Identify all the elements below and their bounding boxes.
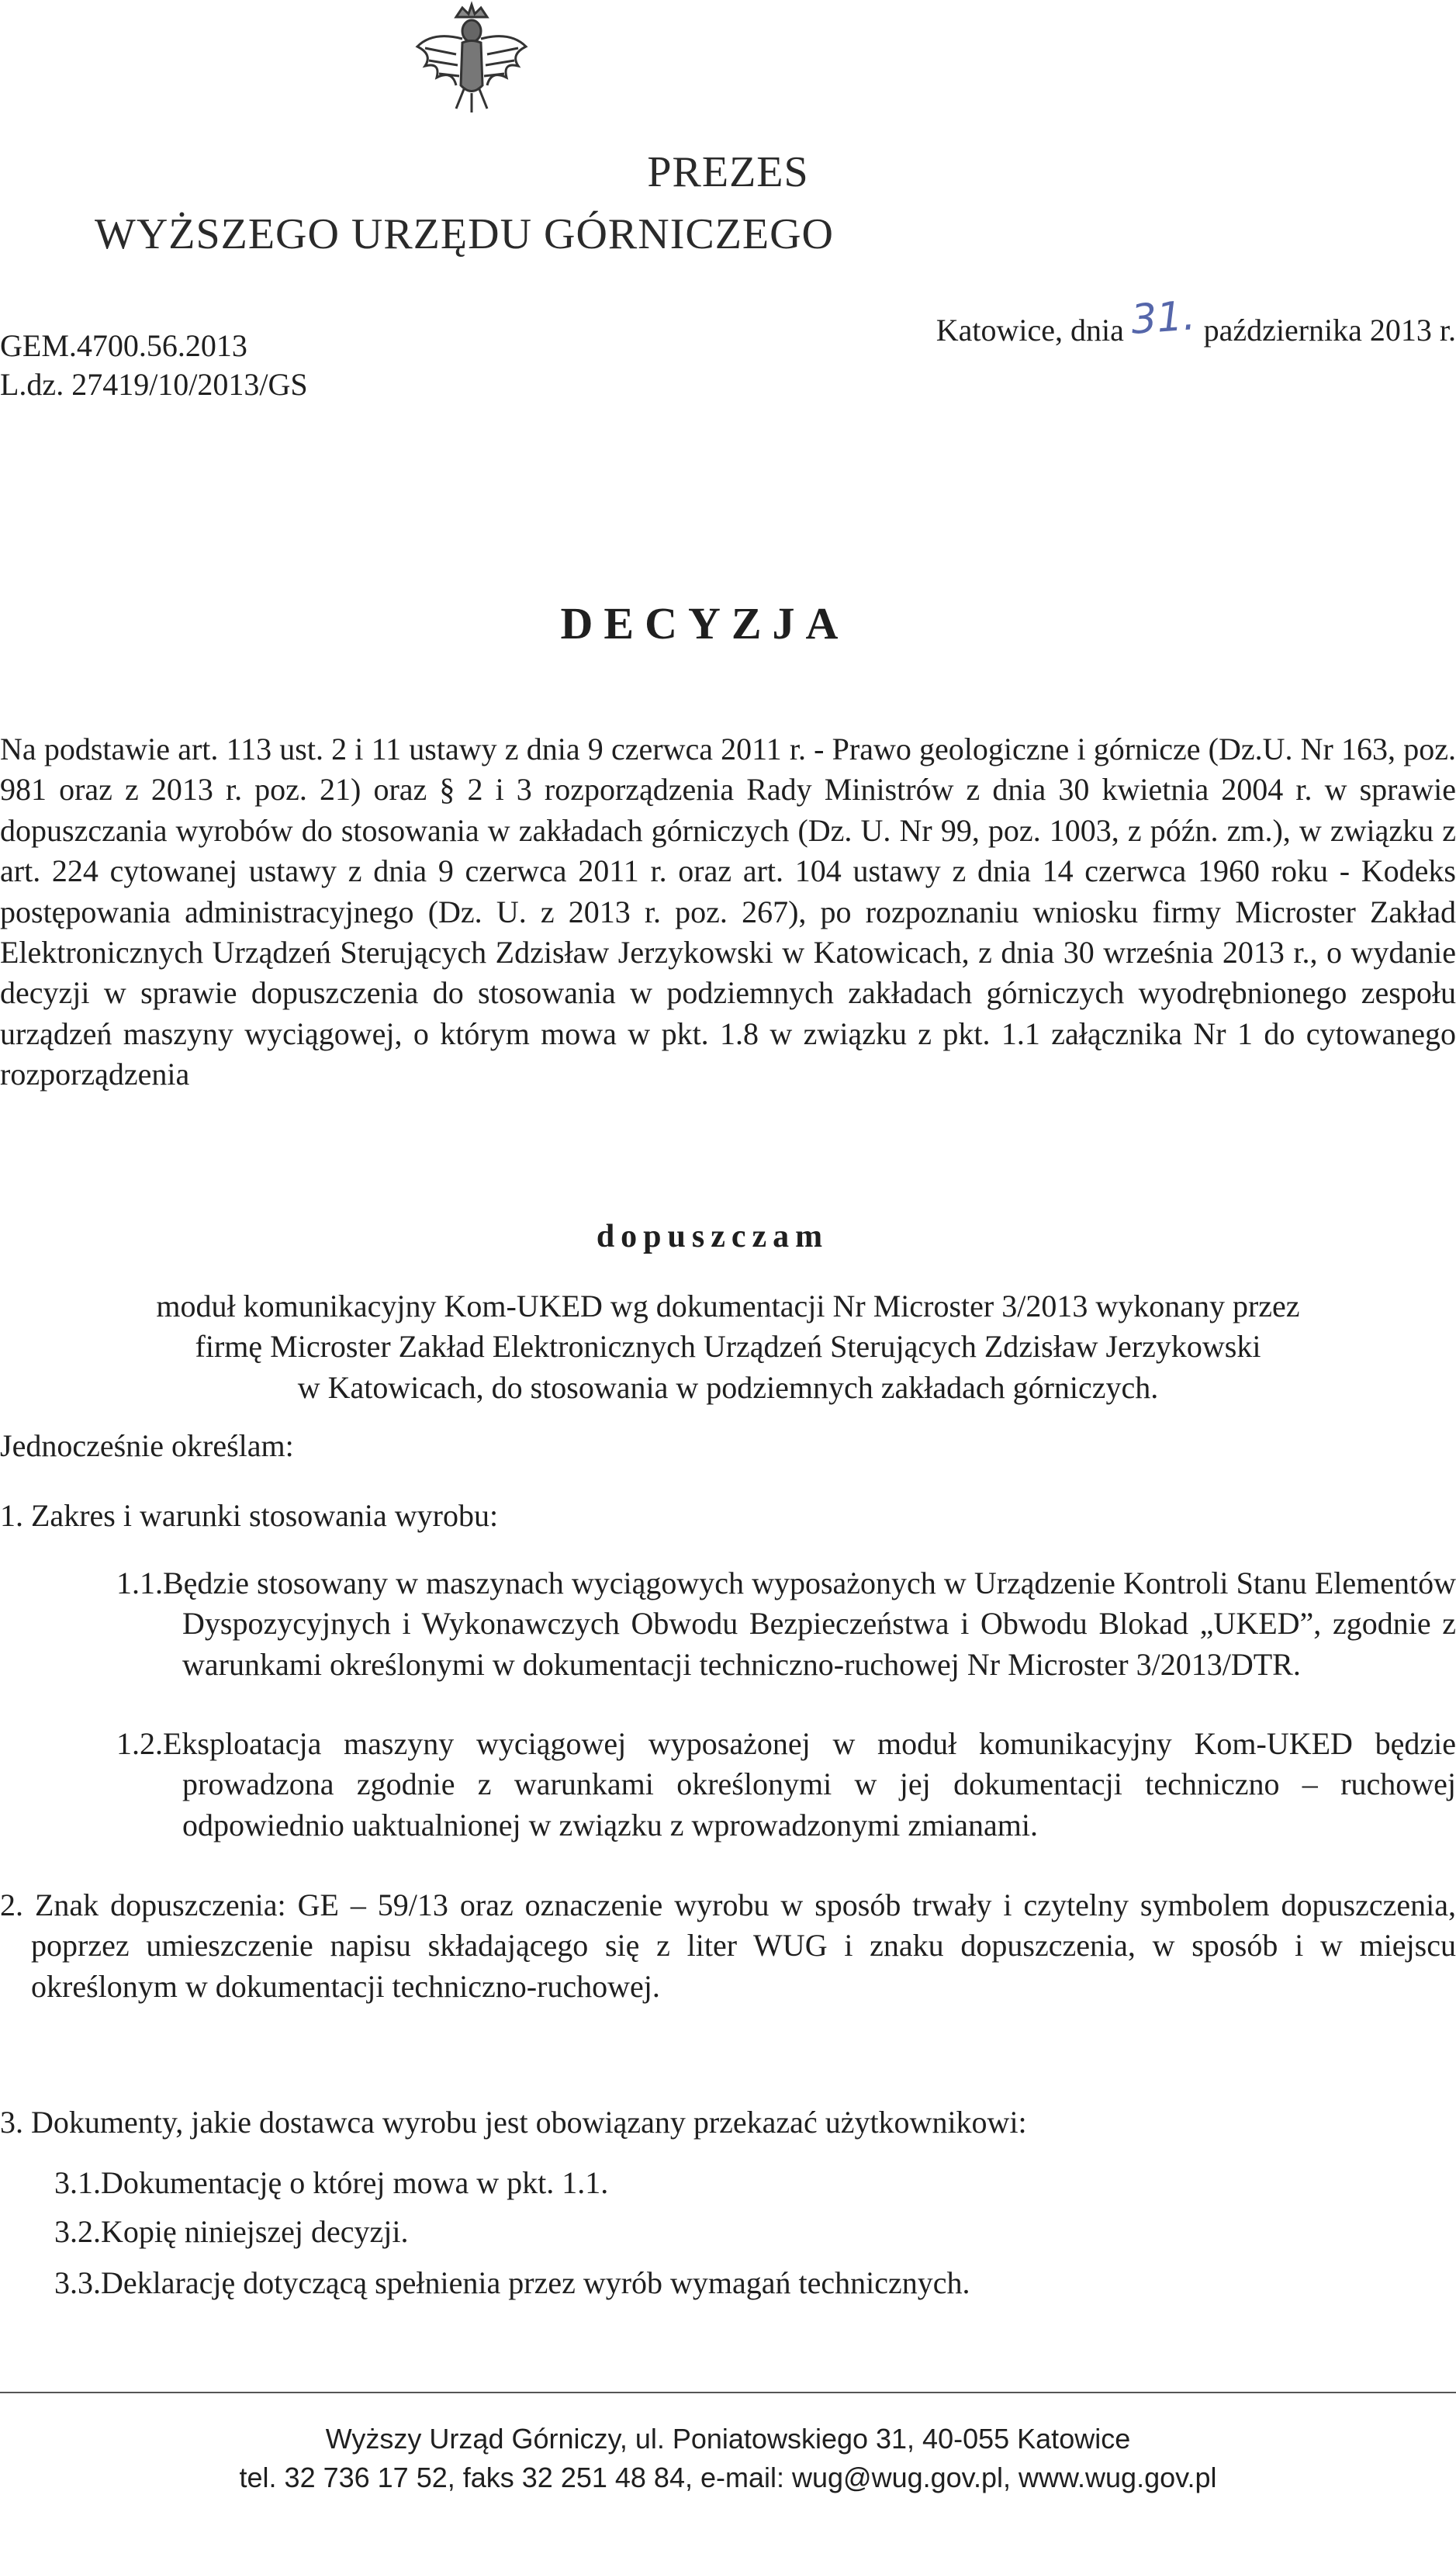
list-item-3-3: 3.3.Deklarację dotyczącą spełnienia przez wyrób wymagań technicznych. — [54, 2265, 970, 2300]
list-item-1: 1. Zakres i warunki stosowania wyrobu: — [0, 1498, 499, 1533]
simultaneously-label: Jednocześnie określam: — [0, 1428, 294, 1463]
case-number: GEM.4700.56.2013 — [0, 328, 247, 363]
footer-address: Wyższy Urząd Górniczy, ul. Poniatowskiego 31, 40-055 Katowice — [325, 2423, 1131, 2455]
list-item-1-1: 1.1.Będzie stosowany w maszynach wyciągowych wyposażonych w Urządzenie Kontroli Stanu Elementów Dyspozycyjnych i Wykonawczych Obwodu Bezpieczeństwa i Obwodu Blokad „UKED”, zgodnie z warunkami określonymi w dokumentacji techniczno-ruchowej Nr Microster 3/2013/DTR. — [116, 1566, 1456, 1682]
decision-keyword: dopuszczam — [596, 1219, 829, 1254]
dateline — [936, 292, 1456, 351]
decision-line-2: firmę Microster Zakład Elektronicznych Urządzeń Sterujących Zdzisław Jerzykowski — [195, 1329, 1261, 1365]
decision-line-3: w Katowicach, do stosowania w podziemnych zakładach górniczych. — [297, 1369, 1159, 1405]
list-item-2: 2. Znak dopuszczenia: GE – 59/13 oraz oznaczenie wyrobu w sposób trwały i czytelny symbolem dopuszczenia, poprzez umieszczenie napisu składającego się z liter WUG i znaku dopuszczenia, w sposób i w miejscu określonym w dokumentacji techniczno-ruchowej. — [0, 1887, 1456, 2004]
decision-text — [0, 1286, 1456, 1408]
list-item-3-1: 3.1.Dokumentację o której mowa w pkt. 1.1. — [54, 2165, 609, 2200]
ldz-number: L.dz. 27419/10/2013/GS — [0, 367, 308, 402]
legal-basis-paragraph: Na podstawie art. 113 ust. 2 i 11 ustawy z dnia 9 czerwca 2011 r. - Prawo geologiczne i górnicze (Dz.U. Nr 163, poz. 981 oraz z 2013 r. poz. 21) oraz § 2 i 3 rozporządzenia Rady Ministrów z dnia 30 kwietnia 2004 r. w sprawie dopuszczania wyrobów do stosowania w zakładach górniczych (Dz. U. Nr 99, poz. 1003, z późn. zm.), w związku z art. 224 cytowanej ustawy z dnia 9 czerwca 2011 r. oraz art. 104 ustawy z dnia 14 czerwca 1960 roku - Kodeks postępowania administracyjnego (Dz. U. z 2013 r. poz. 267), po rozpoznaniu wniosku firmy Microster Zakład Elektronicznych Urządzeń Sterujących Zdzisław Jerzykowski w Katowicach, z dnia 30 września 2013 r., o wydanie decyzji w sprawie dopuszczenia do stosowania w podziemnych zakładach górniczych wyodrębnionego zespołu urządzeń maszyny wyciągowej, o którym mowa w pkt. 1.8 w związku z pkt. 1.1 załącznika Nr 1 do cytowanego rozporządzenia — [0, 732, 1456, 1092]
decision-line-1: moduł komunikacyjny Kom-UKED wg dokumentacji Nr Microster 3/2013 wykonany przez — [156, 1289, 1300, 1323]
handwritten-day: 31. — [1129, 292, 1197, 344]
date-prefix: Katowice, dnia — [936, 313, 1124, 348]
footer-contact: tel. 32 736 17 52, faks 32 251 48 84, e-mail: wug@wug.gov.pl, www.wug.gov.pl — [239, 2462, 1217, 2493]
date-suffix: października 2013 r. — [1203, 313, 1456, 348]
document-title: DECYZJA — [560, 598, 849, 649]
authority-title-line2: WYŻSZEGO URZĘDU GÓRNICZEGO — [94, 210, 834, 258]
footer-divider — [0, 2392, 1456, 2393]
list-item-3-2: 3.2.Kopię niniejszej decyzji. — [54, 2214, 409, 2249]
list-item-3: 3. Dokumenty, jakie dostawca wyrobu jest obowiązany przekazać użytkownikowi: — [0, 2105, 1027, 2140]
eagle-emblem-icon — [402, 0, 541, 116]
authority-title-line1: PREZES — [647, 148, 809, 196]
list-item-1-2: 1.2.Eksploatacja maszyny wyciągowej wyposażonej w moduł komunikacyjny Kom-UKED będzie prowadzona zgodnie z warunkami określonymi w jej dokumentacji techniczno – ruchowej odpowiednio uaktualnionej w związku z wprowadzonymi zmianami. — [116, 1726, 1456, 1842]
